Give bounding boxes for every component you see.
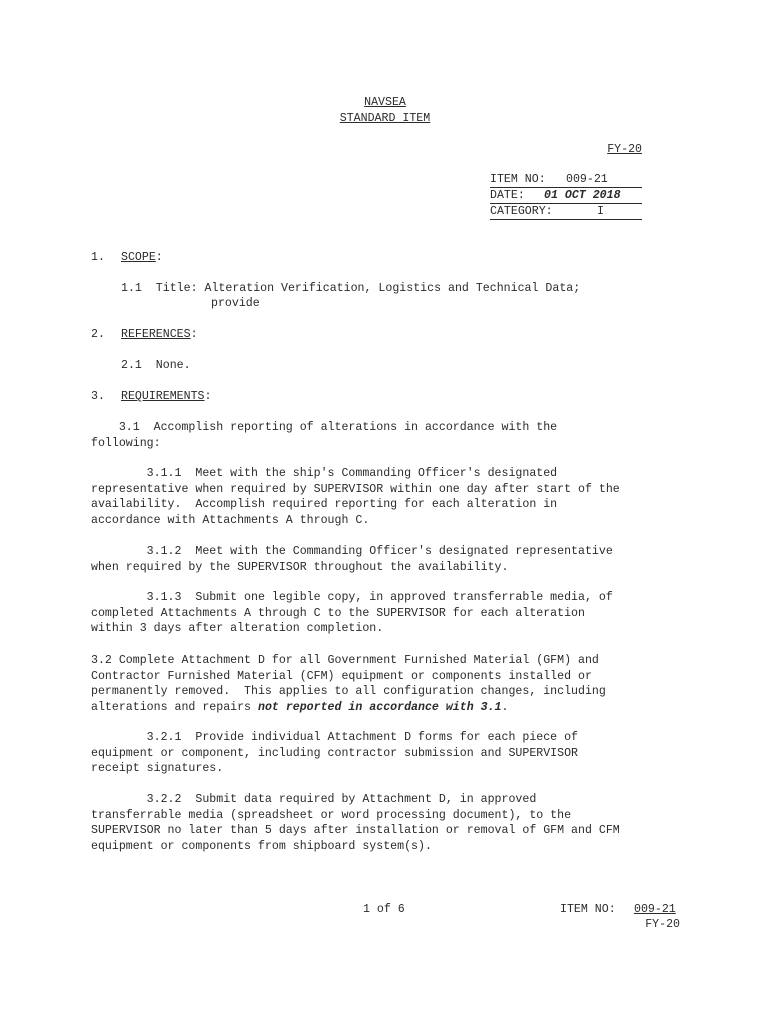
footer-item-no: 009-21 [634,903,676,916]
paragraph-3-2-1: 3.2.1 Provide individual Attachment D forms for each piece of equipment or component, including contractor submission and SUPERVISOR receipt signatures. [91,731,579,775]
section-2-heading: REFERENCES: [121,328,198,341]
paragraph-3-2: 3.2 Complete Attachment D for all Government Furnished Material (GFM) and Contractor Furnished Material (CFM) equipment or components installed or permanently removed. This applies to all configuration changes, including alterations and repairs not reported in accordance with 3.1. [91,654,606,714]
item-title-line-2: provide [211,297,260,310]
page-number: 1 of 6 [363,903,405,916]
section-3-heading: REQUIREMENTS: [121,390,212,403]
footer-item-no-label: ITEM NO: [560,903,616,916]
org-title: NAVSEA [364,96,406,109]
fy-header: FY-20 [607,143,642,156]
category-label: CATEGORY: [490,205,553,218]
doc-type-title: STANDARD ITEM [339,112,431,125]
paragraph-3-1-1: 3.1.1 Meet with the ship's Commanding Officer's designated representative when required by SUPERVISOR within one day after start of the availability. Accomplish required reporting for each alteration in accordance with Attachments A through C. [91,467,620,527]
section-1-number: 1. [91,251,105,264]
item-no-value: 009-21 [566,173,608,186]
item-title-line-1: 1.1 Title: Alteration Verification, Logistics and Technical Data; [121,282,581,295]
paragraph-3-1-2: 3.1.2 Meet with the Commanding Officer's designated representative when required by the SUPERVISOR throughout the availability. [91,545,613,574]
references-none: 2.1 None. [121,359,191,372]
date-label: DATE: [490,189,525,202]
emphasis-not-reported: not reported in accordance with 3.1 [257,700,502,714]
section-2-number: 2. [91,328,105,341]
section-3-number: 3. [91,390,105,403]
paragraph-3-2-2: 3.2.2 Submit data required by Attachment D, in approved transferrable media (spreadsheet or word processing document), to the SUPERVISOR no later than 5 days after installation or removal of GFM and CFM equipment or components from shipboard system(s). [91,793,620,853]
item-no-label: ITEM NO: [490,173,546,186]
section-1-heading: SCOPE: [121,251,163,264]
footer-fy: FY-20 [645,918,680,931]
paragraph-3-1-3: 3.1.3 Submit one legible copy, in approved transferrable media, of completed Attachments A through C to the SUPERVISOR for each alteration within 3 days after alteration completion. [91,591,613,635]
paragraph-3-1: 3.1 Accomplish reporting of alterations in accordance with the following: [91,421,558,450]
category-value: I [597,205,604,218]
date-value: 01 OCT 2018 [544,189,621,202]
